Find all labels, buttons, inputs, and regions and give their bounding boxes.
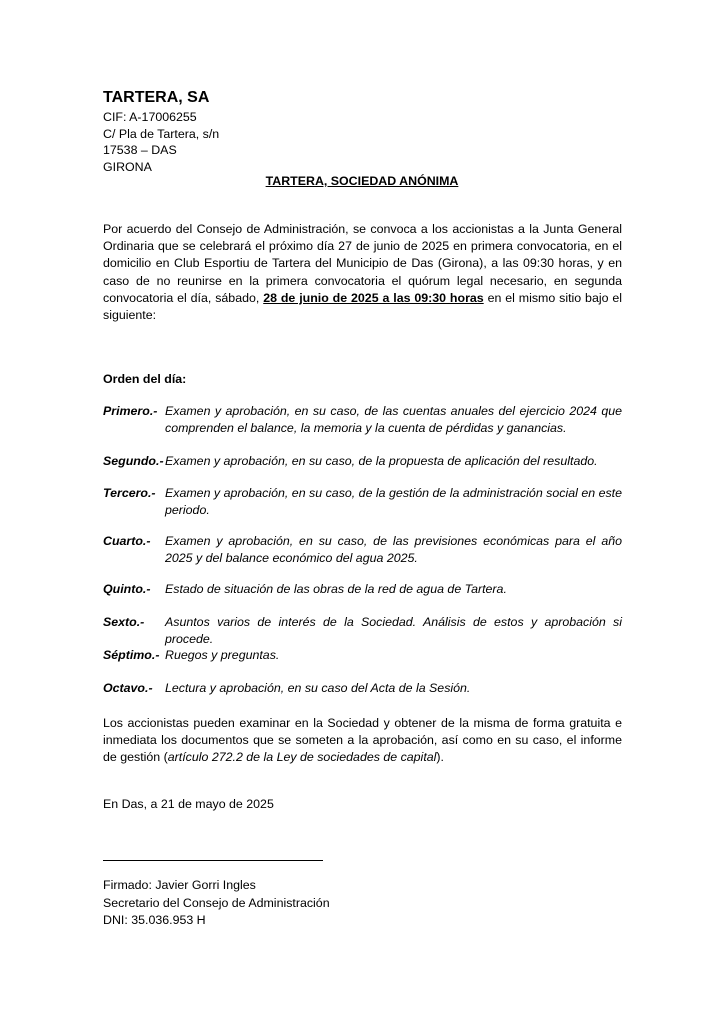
agenda-heading: Orden del día: [103, 372, 187, 386]
agenda-item-key: Quinto.- [103, 582, 151, 596]
agenda-item-text: Examen y aprobación, en su caso, de las cuentas anuales del ejercicio 2024 que comprenden el balance, la memoria y la cuenta de pérdidas y ganancias. [165, 404, 622, 436]
agenda-item-text: Lectura y aprobación, en su caso del Acta de la Sesión. [165, 681, 471, 695]
agenda-item-key: Séptimo.- [103, 648, 160, 662]
document-title: TARTERA, SOCIEDAD ANÓNIMA [265, 174, 459, 188]
agenda-item-text: Examen y aprobación, en su caso, de la gestión de la administración social en este periodo. [165, 486, 622, 518]
agenda-item-key: Segundo.- [103, 454, 164, 468]
company-address [103, 109, 219, 175]
postal-code: 17538 – DAS [103, 143, 177, 157]
agenda-item-text: Estado de situación de las obras de la red de agua de Tartera. [165, 582, 507, 596]
street-address: C/ Pla de Tartera, s/n [103, 126, 220, 141]
agenda-item-key: Octavo.- [103, 681, 153, 695]
signature-line [103, 860, 323, 861]
agenda-item-text: Examen y aprobación, en su caso, de la propuesta de aplicación del resultado. [165, 454, 598, 468]
agenda-item-text: Ruegos y preguntas. [165, 648, 280, 662]
signature-block [103, 877, 330, 930]
closing-text-end: ). [436, 750, 444, 765]
signer-role: Secretario del Consejo de Administración [103, 895, 330, 910]
second-call-date: 28 de junio de 2025 a las 09:30 horas [263, 290, 484, 305]
legal-reference: artículo 272.2 de la Ley de sociedades de capital [167, 750, 437, 765]
province: GIRONA [103, 159, 152, 174]
agenda-item-key: Tercero.- [103, 486, 156, 500]
agenda-item-text: Examen y aprobación, en su caso, de las previsiones económicas para el año 2025 y del balance económico del agua 2025. [165, 534, 622, 566]
signer-name: Firmado: Javier Gorri Ingles [103, 878, 256, 892]
agenda-item-key: Primero.- [103, 404, 158, 418]
intro-paragraph [103, 221, 622, 324]
company-name: TARTERA, SA [103, 89, 210, 106]
agenda-item-text: Asuntos varios de interés de la Sociedad. Análisis de estos y aprobación si procede. [165, 615, 622, 647]
intro-text: Por acuerdo del Consejo de Administración, se convoca a los accionistas a la Junta General Ordinaria que se celebrará el próximo día 27 de junio de 2025 en primera convocatoria, en el domicilio en Club Esportiu de Tartera del Municipio de Das (Girona), a las 09:30 horas, y en caso de no reunirse en la primera convocatoria el quórum legal necesario, en segunda convocatoria el día, sábado, [103, 222, 622, 305]
agenda-item-key: Sexto.- [103, 615, 145, 629]
agenda-item-key: Cuarto.- [103, 534, 151, 548]
closing-text: Los accionistas pueden examinar en la Sociedad y obtener de la misma de forma gratuita e inmediata los documentos que se someten a la aprobación, así como en su caso, el informe de gestión ( [103, 716, 622, 765]
signer-dni: DNI: 35.036.953 H [103, 913, 206, 927]
cif: CIF: A-17006255 [103, 110, 197, 124]
intro-text-end: en el mismo sitio bajo el siguiente: [103, 290, 623, 323]
closing-paragraph [103, 715, 622, 767]
place-and-date: En Das, a 21 de mayo de 2025 [103, 797, 274, 811]
